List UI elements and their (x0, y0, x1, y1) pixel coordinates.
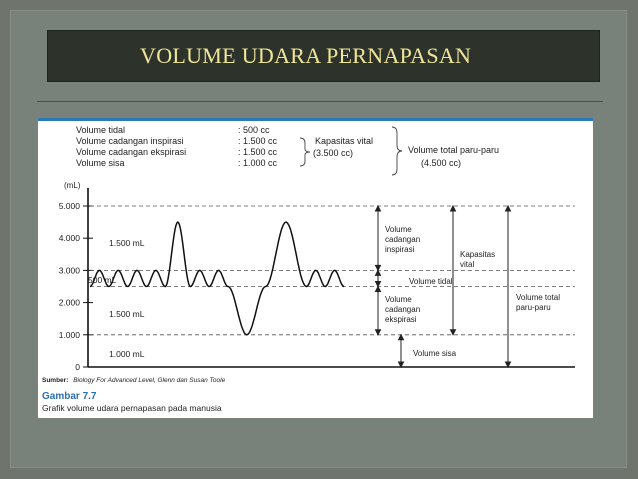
title-bar (47, 30, 600, 82)
y-tick-label: 5.000 (58, 201, 80, 211)
source-line (42, 377, 226, 384)
legend-vital-capacity-value: (3.500 cc) (313, 148, 354, 158)
label-irv-2: cadangan (385, 235, 421, 244)
bracket-erv (376, 287, 381, 335)
legend-brace-total (392, 127, 402, 175)
right-labels (385, 225, 560, 358)
label-erv-volume: 1.500 mL (109, 309, 145, 319)
caption-text: Grafik volume udara pernapasan pada manusia (42, 403, 222, 413)
legend-row-label: Volume tidal (76, 125, 126, 135)
slide-title: VOLUME UDARA PERNAPASAN (140, 43, 472, 68)
legend-row-label: Volume sisa (76, 158, 125, 168)
bracket-residual (399, 335, 404, 367)
label-erv-2: cadangan (385, 305, 421, 314)
bracket-tidal (376, 270, 381, 286)
label-erv-3: ekspirasi (385, 315, 417, 324)
figure-caption (42, 377, 226, 413)
label-irv-volume: 1.500 mL (109, 238, 145, 248)
legend-row-value: : 1.500 cc (238, 136, 278, 146)
reference-lines (90, 206, 575, 335)
y-tick-label: 3.000 (58, 265, 80, 276)
label-tidal: Volume tidal (409, 277, 453, 286)
bracket-vital-capacity-head-bottom (451, 330, 456, 335)
y-tick-label: 4.000 (58, 233, 80, 244)
label-tidal-volume: 500 mL (88, 275, 117, 285)
label-residual: Volume sisa (413, 349, 457, 358)
legend-row-value: : 1.500 cc (238, 147, 278, 157)
lung-volume-chart (38, 118, 593, 418)
label-total-1: Volume total (516, 293, 561, 302)
segment-labels (88, 238, 145, 359)
legend-row-value: : 500 cc (238, 125, 270, 135)
bracket-residual-head-top (399, 335, 404, 340)
source-prefix: Sumber: (42, 377, 69, 384)
y-axis-label: (mL) (64, 181, 81, 190)
label-irv-1: Volume (385, 225, 412, 234)
legend-row-value: : 1.000 cc (238, 158, 278, 168)
figure-panel (38, 118, 593, 418)
label-vital-1: Kapasitas (460, 250, 496, 259)
label-residual-volume: 1.000 mL (109, 349, 145, 359)
legend-brace-vital (300, 138, 310, 166)
legend-row-label: Volume cadangan inspirasi (76, 136, 184, 146)
legend-row-label: Volume cadangan ekspirasi (76, 147, 187, 157)
y-tick-label: 2.000 (58, 297, 80, 308)
legend-vital-capacity: Kapasitas vital (315, 136, 374, 146)
source-text: Biology For Advanced Level, Glenn dan Susan Toole (73, 377, 226, 384)
bracket-tidal-head-top (376, 270, 381, 275)
bracket-total-head-top (506, 206, 511, 211)
legend-total-volume: Volume total paru-paru (408, 145, 500, 155)
caption-number: Gambar 7.7 (42, 391, 97, 402)
label-total-2: paru-paru (516, 303, 551, 312)
y-tick-label: 1.000 (58, 329, 80, 340)
bracket-irv-head-top (376, 206, 381, 211)
bracket-irv (376, 206, 381, 270)
bracket-erv-head-bottom (376, 330, 381, 335)
label-vital-2: vital (460, 260, 475, 269)
bracket-erv-head-top (376, 287, 381, 292)
legend (76, 125, 499, 168)
y-tick-label: 0 (75, 362, 80, 372)
legend-total-volume-value: (4.500 cc) (421, 158, 462, 168)
label-irv-3: inspirasi (385, 245, 415, 254)
label-erv-1: Volume (385, 295, 412, 304)
title-divider (37, 101, 603, 102)
bracket-vital-capacity-head-top (451, 206, 456, 211)
